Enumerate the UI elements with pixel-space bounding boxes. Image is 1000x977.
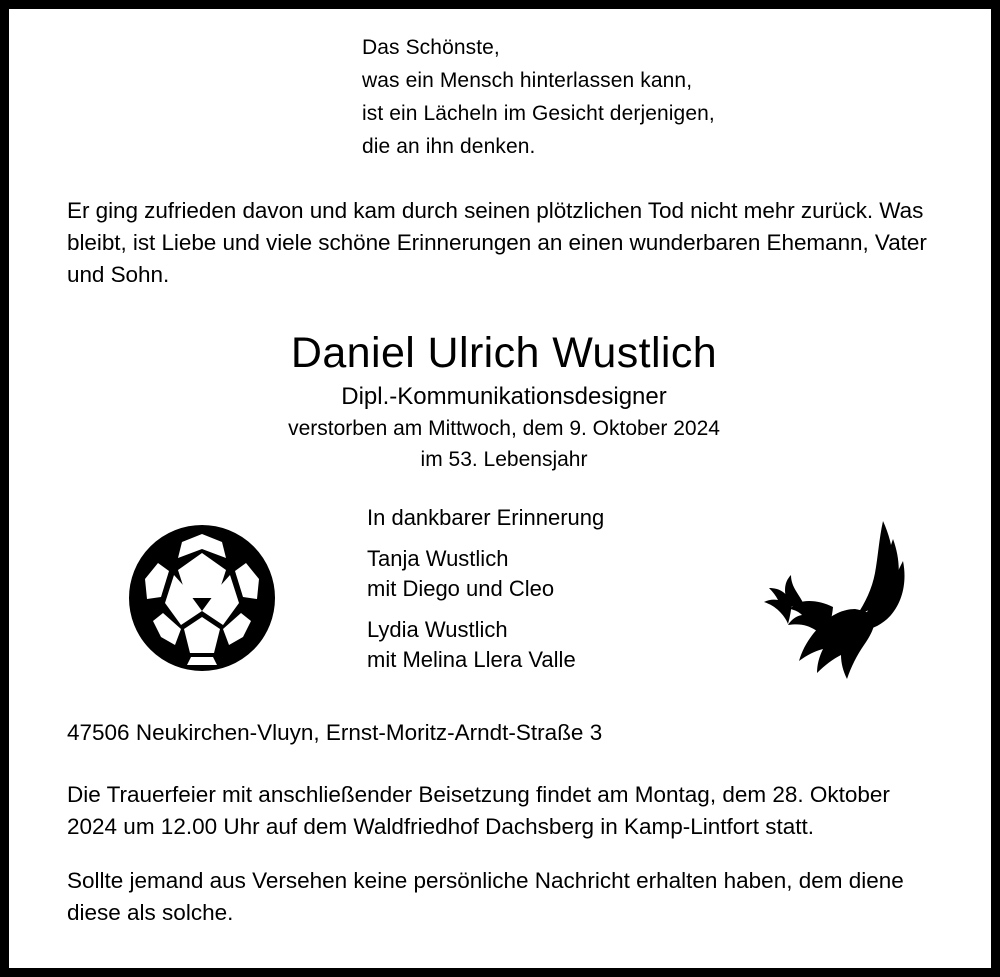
soccer-ball-icon [129,525,275,671]
obituary-sheet [9,9,991,968]
dove-with-olive-branch-icon [733,503,923,693]
poem-line-3: ist ein Lächeln im Gesicht derjenigen, [362,102,715,125]
mourners-section [67,503,933,703]
deceased-title: Dipl.-Kommunikationsdesigner [341,383,667,410]
address-line: 47506 Neukirchen-Vluyn, Ernst-Moritz-Arndt-Straße 3 [67,720,603,745]
intro-paragraph: Er ging zufrieden davon und kam durch seinen plötzlichen Tod nicht mehr zurück. Was bleibt, ist Liebe und viele schöne Erinnerungen an einen wunderbaren Ehemann, Vater und Sohn. [67,198,927,287]
mourner-2-with: mit Melina Llera Valle [367,647,576,672]
date-of-death: verstorben am Mittwoch, dem 9. Oktober 2024 [288,417,720,440]
spacer [367,604,604,615]
age-at-death: im 53. Lebensjahr [420,448,588,471]
note-paragraph: Sollte jemand aus Versehen keine persönliche Nachricht erhalten haben, dem diene diese als solche. [67,868,904,925]
ceremony-paragraph: Die Trauerfeier mit anschließender Beisetzung findet am Montag, dem 28. Oktober 2024 um 12.00 Uhr auf dem Waldfriedhof Dachsberg in Kamp-Lintfort statt. [67,782,890,839]
mourner-1-with: mit Diego und Cleo [367,576,555,601]
mourner-1: Tanja Wustlich [367,546,509,571]
poem-line-4: die an ihn denken. [362,135,536,158]
mourners-text [367,503,604,675]
poem-line-1: Das Schönste, [362,36,500,59]
deceased-name: Daniel Ulrich Wustlich [290,329,718,377]
mourners-heading: In dankbarer Erinnerung [367,505,605,530]
spacer [367,533,604,544]
poem-block [362,31,933,163]
mourner-2: Lydia Wustlich [367,617,508,642]
poem-line-2: was ein Mensch hinterlassen kann, [362,69,693,92]
